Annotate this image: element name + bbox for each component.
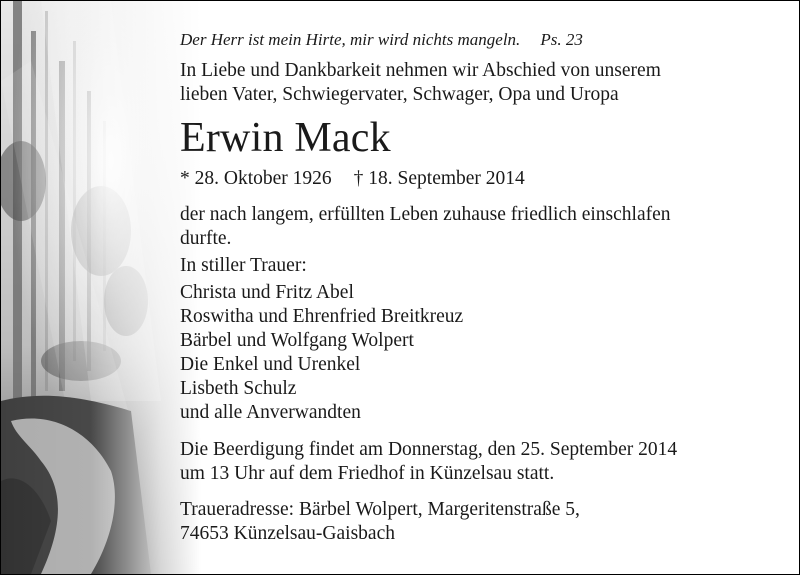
bible-verse xyxy=(180,28,583,52)
intro-line: In Liebe und Dankbarkeit nehmen wir Abschied von unserem xyxy=(180,60,661,81)
mourner-item: Die Enkel und Urenkel xyxy=(180,354,361,375)
motto-text: Der Herr ist mein Hirte, mir wird nichts mangeln. xyxy=(180,30,521,49)
deceased-name: Erwin Mack xyxy=(180,115,391,161)
funeral-line: um 13 Uhr auf dem Friedhof in Künzelsau statt. xyxy=(180,463,555,484)
intro-line: lieben Vater, Schwiegervater, Schwager, Opa und Uropa xyxy=(180,84,619,105)
mourner-item: Christa und Fritz Abel xyxy=(180,282,354,303)
funeral-line: Die Beerdigung findet am Donnerstag, den 25. September 2014 xyxy=(180,439,678,460)
address-line: Traueradresse: Bärbel Wolpert, Margeritenstraße 5, xyxy=(180,499,580,520)
psalm-reference: Ps. 23 xyxy=(540,30,583,49)
life-dates xyxy=(180,167,525,191)
mourner-item: Lisbeth Schulz xyxy=(180,378,297,399)
mourner-item: und alle Anverwandten xyxy=(180,402,361,423)
birth-date: * 28. Oktober 1926 xyxy=(180,168,332,189)
forest-path-photo xyxy=(1,1,201,574)
mourner-item: Bärbel und Wolfgang Wolpert xyxy=(180,330,414,351)
address-line: 74653 Künzelsau-Gaisbach xyxy=(180,523,395,544)
mourning-label: In stiller Trauer: xyxy=(180,255,307,276)
death-date: † 18. September 2014 xyxy=(353,168,525,189)
passing-line: der nach langem, erfüllten Leben zuhause friedlich einschlafen xyxy=(180,204,671,225)
mourner-item: Roswitha und Ehrenfried Breitkreuz xyxy=(180,306,464,327)
passing-line: durfte. xyxy=(180,228,232,249)
